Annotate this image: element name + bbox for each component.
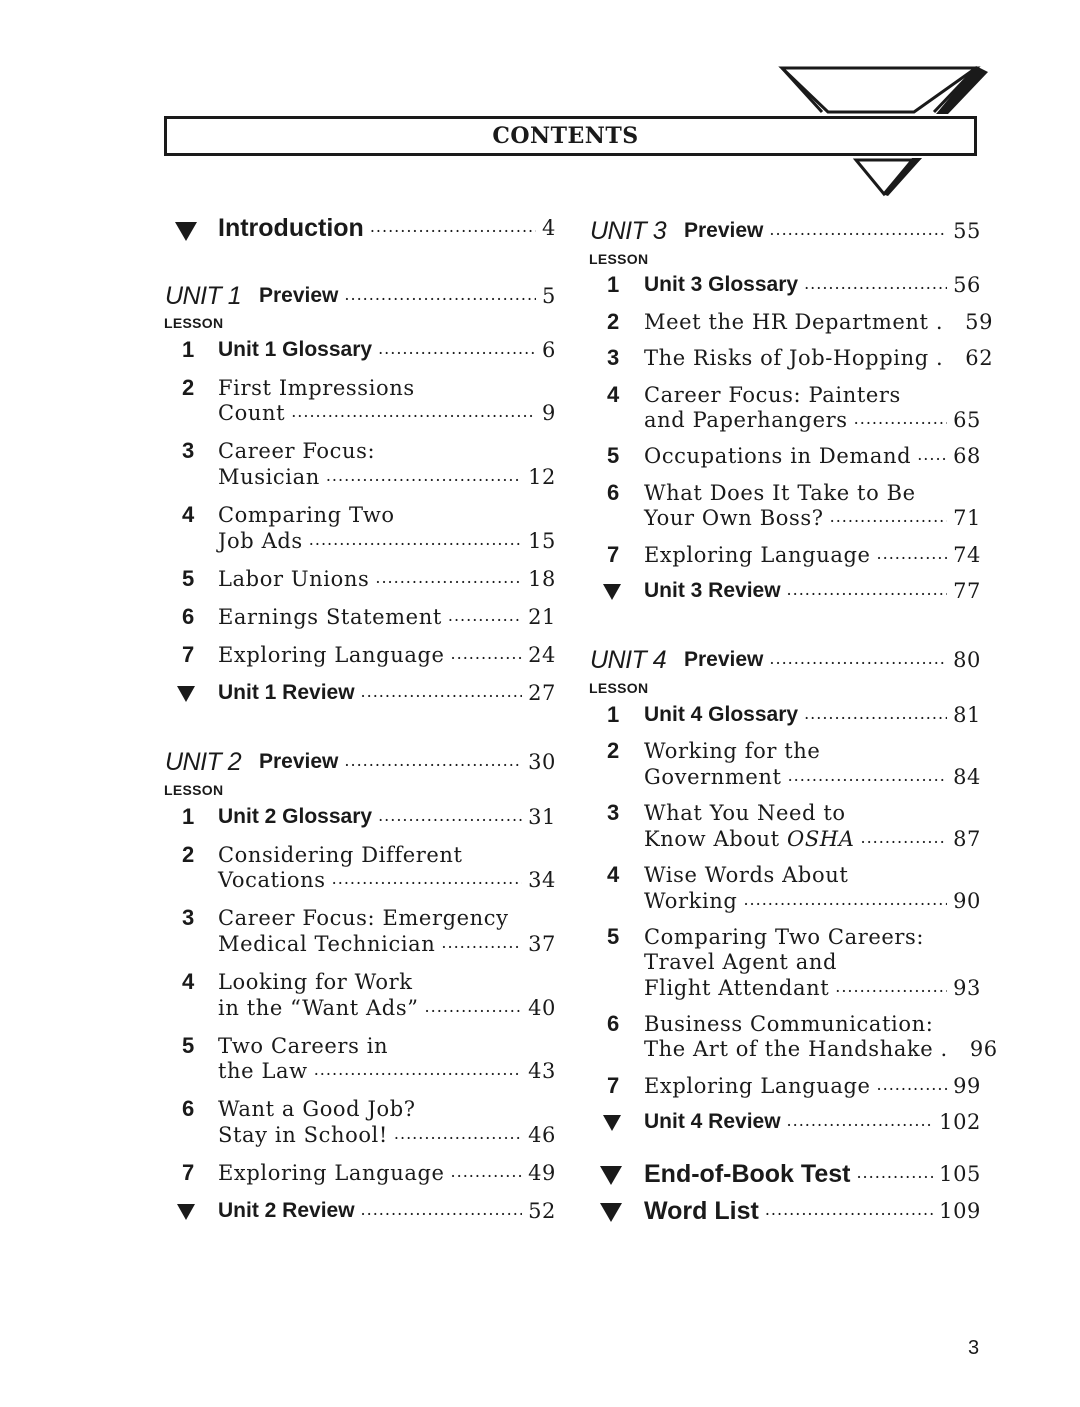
lesson-number: 5 [182, 1033, 195, 1058]
lesson-number: 2 [607, 309, 620, 334]
lesson-title-line[interactable]: Career Focus: Painters [644, 383, 901, 407]
leader-dots [425, 997, 523, 1017]
toc-entry-unit3-preview[interactable]: Preview ..... 55 [684, 218, 981, 244]
lesson-number: 2 [182, 375, 195, 400]
leader-dots [370, 217, 536, 237]
toc-entry-end-of-book-test[interactable]: End-of-Book Test ..... 105 [644, 1161, 981, 1187]
toc-entry-lesson[interactable]: Meet the HR Department . 59 [644, 310, 994, 334]
toc-entry-unit2-review[interactable]: Unit 2 Review ..... 52 [218, 1198, 556, 1224]
lesson-number: 7 [182, 642, 195, 667]
toc-entry-lesson[interactable]: The Art of the Handshake . 96 [644, 1037, 998, 1061]
lesson-title-line[interactable]: Looking for Work [218, 970, 413, 994]
toc-entry-unit1-preview[interactable]: Preview ..... 5 [259, 283, 556, 309]
lesson-label: LESSON [589, 251, 649, 267]
leader-dots [743, 890, 947, 910]
lesson-title-line[interactable]: What You Need to [644, 801, 846, 825]
toc-entry-lesson[interactable]: Vocations ..... 34 [218, 867, 556, 893]
lesson-number: 6 [182, 604, 195, 629]
leader-dots [448, 606, 522, 626]
lesson-number: 5 [182, 566, 195, 591]
toc-entry-lesson[interactable]: Exploring Language ..... 99 [644, 1073, 981, 1099]
lesson-title-line[interactable]: Business Communication: [644, 1012, 934, 1036]
lesson-number: 2 [607, 738, 620, 763]
toc-entry-unit4-review[interactable]: Unit 4 Review ..... 102 [644, 1109, 981, 1135]
bullet-triangle-icon [175, 222, 197, 241]
lesson-number: 6 [607, 480, 620, 505]
lesson-number: 1 [607, 702, 620, 727]
leader-dots [378, 339, 536, 359]
leader-dots [877, 544, 948, 564]
leader-dots [830, 507, 947, 527]
lesson-number: 7 [607, 1073, 620, 1098]
toc-entry-lesson[interactable]: Unit 3 Glossary ..... 56 [644, 272, 981, 298]
toc-entry-unit2-preview[interactable]: Preview ..... 30 [259, 749, 556, 775]
toc-entry-lesson[interactable]: Count ..... 9 [218, 400, 556, 426]
leader-dots [361, 1200, 523, 1220]
unit-4-label: UNIT 4 [590, 646, 667, 674]
lesson-number: 3 [182, 438, 195, 463]
toc-entry-lesson[interactable]: Labor Unions ..... 18 [218, 566, 556, 592]
lesson-number: 6 [607, 1011, 620, 1036]
leader-dots [788, 766, 948, 786]
toc-entry-lesson[interactable]: Working ..... 90 [644, 888, 981, 914]
lesson-title-line[interactable]: Working for the [644, 739, 821, 763]
bullet-triangle-icon [600, 1166, 622, 1185]
lesson-title-line[interactable]: Comparing Two [218, 503, 395, 527]
lesson-number: 5 [607, 924, 620, 949]
toc-entry-lesson[interactable]: The Risks of Job-Hopping . 62 [644, 346, 994, 370]
leader-dots [332, 869, 522, 889]
leader-dots [375, 568, 522, 588]
leader-dots [835, 977, 947, 997]
lesson-number: 3 [607, 800, 620, 825]
leader-dots [378, 806, 522, 826]
lesson-title-line[interactable]: Want a Good Job? [218, 1097, 416, 1121]
lesson-number: 5 [607, 443, 620, 468]
leader-dots [361, 682, 523, 702]
toc-entry-lesson[interactable]: Job Ads ..... 15 [218, 528, 556, 554]
toc-entry-lesson[interactable]: Know About OSHA ..... 87 [644, 826, 981, 852]
toc-entry-lesson[interactable]: Flight Attendant ..... 93 [644, 975, 981, 1001]
lesson-label: LESSON [164, 782, 224, 798]
lesson-title-line[interactable]: Career Focus: Emergency [218, 906, 509, 930]
lesson-title-line[interactable]: First Impressions [218, 376, 415, 400]
lesson-label: LESSON [589, 680, 649, 696]
leader-dots [309, 530, 522, 550]
toc-entry-lesson[interactable]: Your Own Boss? ..... 71 [644, 505, 981, 531]
leader-dots [787, 1111, 934, 1131]
lesson-number: 4 [182, 502, 195, 527]
toc-entry-lesson[interactable]: Occupations in Demand ..... 68 [644, 443, 981, 469]
lesson-title-line[interactable]: Two Careers in [218, 1034, 389, 1058]
toc-entry-lesson[interactable]: and Paperhangers ..... 65 [644, 407, 981, 433]
page-title: CONTENTS [492, 123, 639, 149]
toc-entry-introduction[interactable]: Introduction ..... 4 [218, 215, 556, 241]
unit-1-label: UNIT 1 [165, 282, 242, 310]
toc-entry-lesson[interactable]: Stay in School! ..... 46 [218, 1122, 556, 1148]
lesson-title-line[interactable]: Considering Different [218, 843, 463, 867]
lesson-number: 3 [182, 905, 195, 930]
lesson-number: 7 [607, 542, 620, 567]
lesson-number: 7 [182, 1160, 195, 1185]
leader-dots [451, 644, 523, 664]
toc-entry-lesson[interactable]: Exploring Language ..... 74 [644, 542, 981, 568]
leader-dots [451, 1162, 523, 1182]
toc-entry-unit3-review[interactable]: Unit 3 Review ..... 77 [644, 578, 981, 604]
bullet-triangle-icon [177, 1204, 195, 1220]
lesson-number: 4 [182, 969, 195, 994]
toc-entry-lesson[interactable]: Musician ..... 12 [218, 464, 556, 490]
leader-dots [765, 1200, 933, 1220]
toc-entry-lesson[interactable]: Exploring Language ..... 49 [218, 1160, 556, 1186]
unit-2-label: UNIT 2 [165, 748, 242, 776]
lesson-number: 4 [607, 382, 620, 407]
lesson-title-line[interactable]: Comparing Two Careers: [644, 925, 925, 949]
toc-entry-lesson[interactable]: Unit 2 Glossary ..... 31 [218, 804, 556, 830]
leader-dots [860, 828, 947, 848]
lesson-number: 1 [607, 272, 620, 297]
leader-dots [804, 274, 947, 294]
leader-dots [344, 285, 536, 305]
lesson-title-line[interactable]: What Does It Take to Be [644, 481, 916, 505]
contents-title-box [164, 116, 977, 156]
osha-italic: OSHA [787, 827, 855, 851]
toc-entry-lesson[interactable]: Unit 4 Glossary ..... 81 [644, 702, 981, 728]
leader-dots [326, 466, 522, 486]
bullet-triangle-icon [600, 1203, 622, 1222]
lesson-number: 1 [182, 804, 195, 829]
bullet-triangle-icon [177, 686, 195, 702]
leader-dots [769, 220, 947, 240]
toc-entry-word-list[interactable]: Word List ..... 109 [644, 1198, 981, 1224]
lesson-number: 2 [182, 842, 195, 867]
page-number: 3 [968, 1337, 980, 1359]
leader-dots [917, 445, 947, 465]
toc-entry-lesson[interactable]: Government ..... 84 [644, 764, 981, 790]
leader-dots [854, 409, 947, 429]
leader-dots [291, 402, 536, 422]
lesson-number: 4 [607, 862, 620, 887]
toc-entry-unit4-preview[interactable]: Preview ..... 80 [684, 647, 981, 673]
toc-entry-lesson[interactable]: Earnings Statement ..... 21 [218, 604, 556, 630]
leader-dots [394, 1124, 522, 1144]
lesson-number: 3 [607, 345, 620, 370]
toc-entry-lesson[interactable]: Unit 1 Glossary ..... 6 [218, 337, 556, 363]
unit-3-label: UNIT 3 [590, 217, 667, 245]
lesson-title-line[interactable]: Travel Agent and [644, 950, 838, 974]
lesson-number: 6 [182, 1096, 195, 1121]
leader-dots [344, 751, 522, 771]
lesson-label: LESSON [164, 315, 224, 331]
toc-entry-lesson[interactable]: Exploring Language ..... 24 [218, 642, 556, 668]
toc-entry-lesson[interactable]: Medical Technician ..... 37 [218, 931, 556, 957]
bullet-triangle-icon [603, 584, 621, 600]
leader-dots [769, 649, 947, 669]
leader-dots [804, 704, 947, 724]
leader-dots [856, 1163, 933, 1183]
bullet-triangle-icon [603, 1115, 621, 1131]
leader-dots [314, 1060, 522, 1080]
lesson-number: 1 [182, 337, 195, 362]
lesson-title-line[interactable]: Wise Words About [644, 863, 849, 887]
lesson-title-line[interactable]: Career Focus: [218, 439, 376, 463]
toc-entry-unit1-review[interactable]: Unit 1 Review ..... 27 [218, 680, 556, 706]
toc-entry-lesson[interactable]: the Law ..... 43 [218, 1058, 556, 1084]
leader-dots [787, 580, 948, 600]
leader-dots [877, 1075, 948, 1095]
header-triangle-decoration [0, 0, 1080, 210]
toc-entry-lesson[interactable]: in the “Want Ads” ..... 40 [218, 995, 556, 1021]
leader-dots [441, 933, 522, 953]
